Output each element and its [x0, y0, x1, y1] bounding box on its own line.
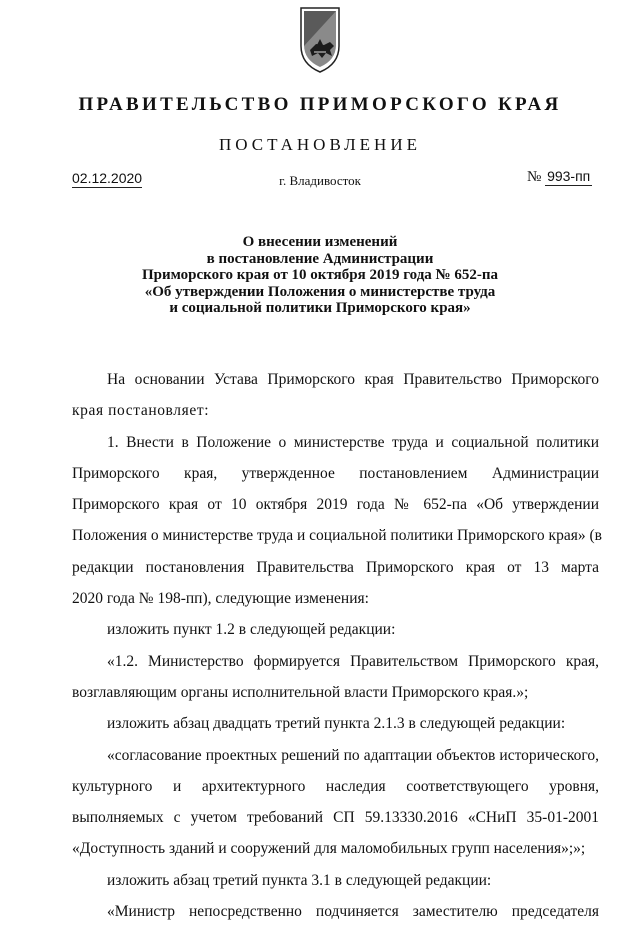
document-body	[72, 364, 602, 927]
number-sign: №	[527, 169, 542, 185]
body-line: 2020 года № 198-пп), следующие изменения:	[72, 590, 369, 608]
title-line: в постановление Администрации	[206, 250, 434, 267]
decree-number: 993-пп	[547, 168, 591, 184]
body-line: Приморского края, утвержденное постановлением Администрации	[72, 464, 599, 482]
body-line: возглавляющим органы исполнительной власти Приморского края.»;	[72, 683, 529, 701]
body-line: Положения о министерстве труда и социальной политики Приморского края» (в	[72, 527, 602, 545]
document-type: ПОСТАНОВЛЕНИЕ	[218, 135, 421, 154]
body-line: редакции постановления Правительства Приморского края от 13 марта	[72, 558, 599, 576]
body-line: «Министр непосредственно подчиняется заместителю председателя	[107, 903, 599, 921]
title-line: «Об утверждении Положения о министерстве труда	[144, 283, 496, 300]
government-name: ПРАВИТЕЛЬСТВО ПРИМОРСКОГО КРАЯ	[78, 94, 562, 115]
title-line: Приморского края от 10 октября 2019 года № 652-па	[141, 267, 498, 283]
body-line: культурного и архитектурного наследия соответствующего уровня,	[72, 777, 599, 795]
title-line: и социальной политики Приморского края»	[169, 300, 471, 316]
body-line: «1.2. Министерство формируется Правительством Приморского края,	[107, 652, 599, 670]
document-title	[0, 234, 640, 317]
title-line: О внесении изменений	[242, 234, 398, 250]
body-line: «Доступность зданий и сооружений для маломобильных групп населения»;»;	[72, 840, 586, 858]
body-line: На основании Устава Приморского края Правительство Приморского	[107, 371, 599, 388]
body-line: изложить абзац двадцать третий пункта 2.1.3 в следующей редакции:	[107, 715, 566, 733]
body-line: «согласование проектных решений по адаптации объектов исторического,	[107, 746, 599, 764]
body-line: изложить пункт 1.2 в следующей редакции:	[107, 621, 396, 639]
body-line: выполняемых с учетом требований СП 59.13330.2016 «СНиП 35-01-2001	[72, 809, 599, 827]
body-line: Приморского края от 10 октября 2019 года № 652-па «Об утверждении	[72, 496, 599, 514]
body-line: изложить абзац третий пункта 3.1 в следующей редакции:	[107, 871, 492, 889]
decree-number-field	[527, 168, 592, 186]
body-line: края постановляет:	[72, 402, 210, 420]
coat-of-arms-emblem	[296, 6, 344, 74]
body-line: 1. Внести в Положение о министерстве труда и социальной политики	[107, 433, 599, 451]
decree-date: 02.12.2020	[72, 170, 143, 186]
decree-city: г. Владивосток	[279, 173, 361, 188]
